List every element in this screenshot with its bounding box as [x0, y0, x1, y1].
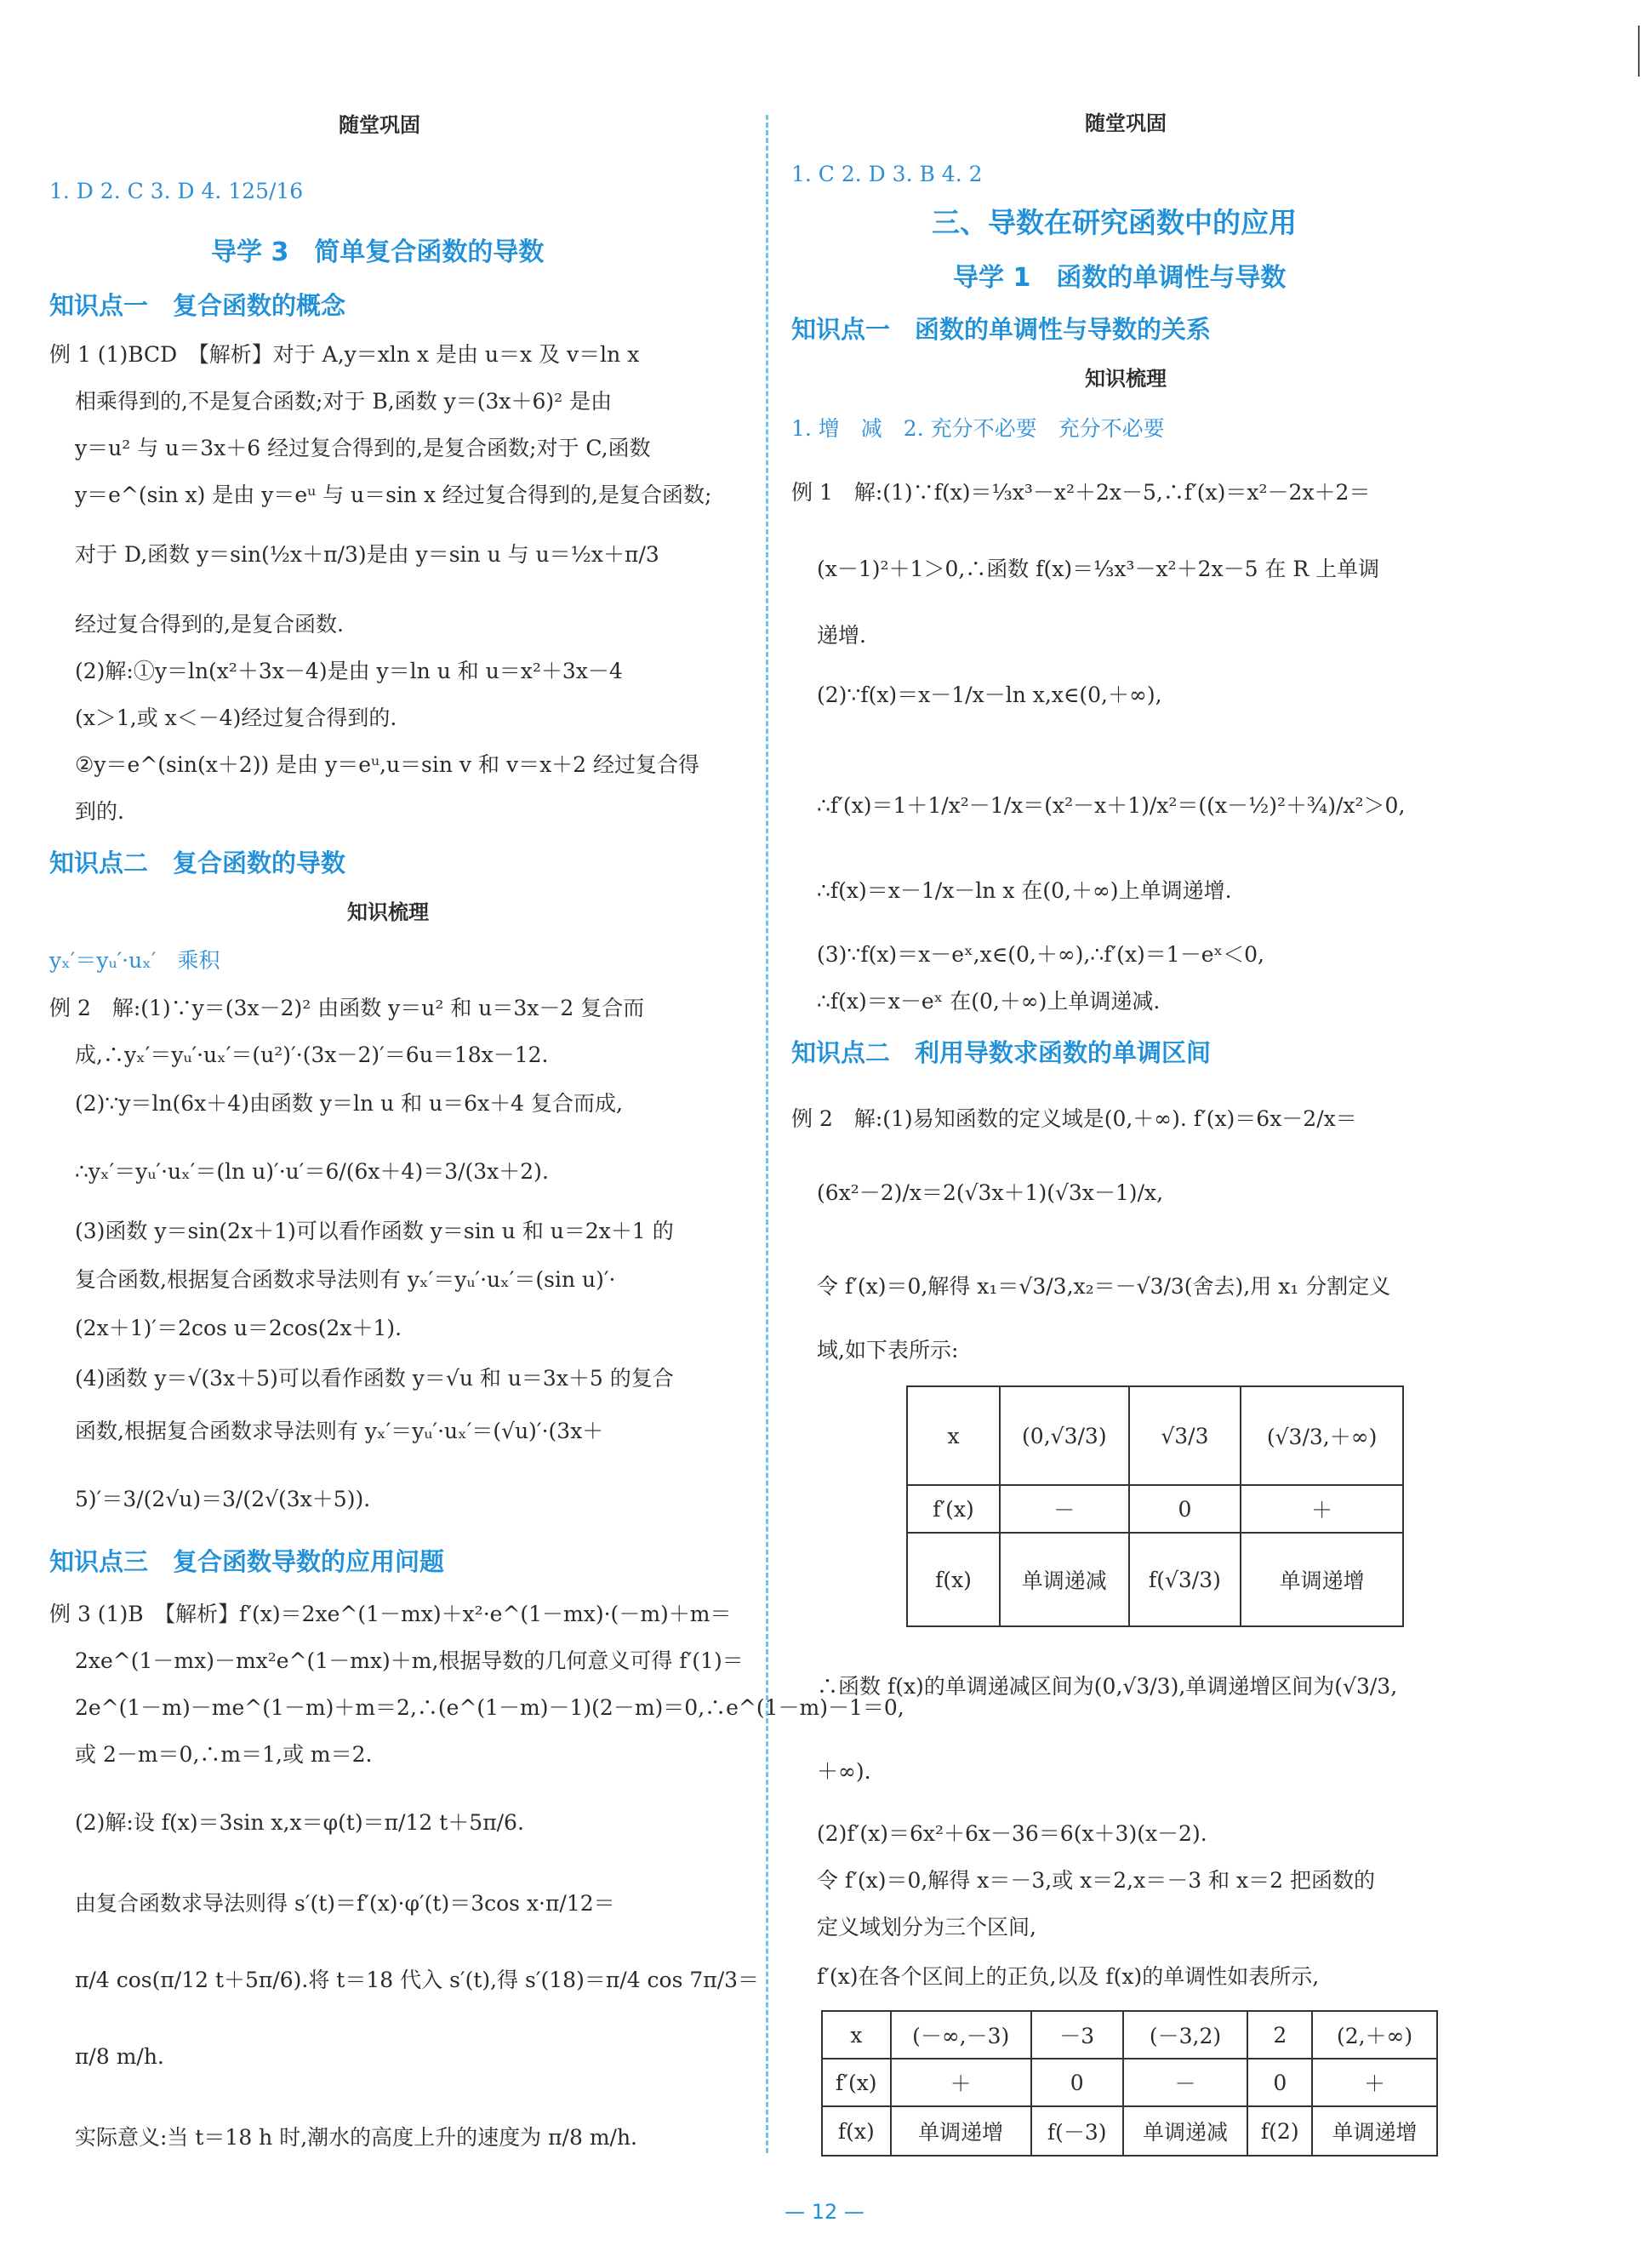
- section-title: 随堂巩固: [1085, 111, 1167, 135]
- table-cell: (－∞,－3): [891, 2011, 1031, 2059]
- table-cell: 0: [1247, 2059, 1312, 2106]
- table-cell: 单调递减: [1000, 1533, 1129, 1626]
- text-line: (2)解:①y＝ln(x²＋3x－4)是由 y＝ln u 和 u＝x²＋3x－4: [75, 659, 623, 683]
- table-cell: (0,√3/3): [1000, 1386, 1129, 1485]
- knowledge-point-1: 知识点一 函数的单调性与导数的关系: [791, 315, 1212, 344]
- column-divider: [766, 115, 768, 2153]
- table-cell: 0: [1129, 1485, 1241, 1533]
- table-cell: f(2): [1247, 2106, 1312, 2156]
- text-line: π/8 m/h.: [75, 2044, 164, 2069]
- answers: 1. D 2. C 3. D 4. 125/16: [49, 179, 304, 203]
- text-line: (3)函数 y＝sin(2x＋1)可以看作函数 y＝sin u 和 u＝2x＋1 的: [75, 1219, 674, 1243]
- text-line: 例 1 (1)BCD 【解析】对于 A,y＝xln x 是由 u＝x 及 v＝ln x: [49, 342, 640, 367]
- text-line: 5)′＝3/(2√u)＝3/(2√(3x＋5)).: [75, 1487, 371, 1511]
- text-line: 例 1 解:(1)∵f(x)＝⅓x³－x²＋2x－5,∴f′(x)＝x²－2x＋2＝: [791, 480, 1371, 505]
- subsection-title: 知识梳理: [347, 900, 429, 924]
- section-title: 随堂巩固: [339, 113, 420, 137]
- text-line: 例 3 (1)B 【解析】f′(x)＝2xe^(1－mx)＋x²·e^(1－mx)·(－m)＋m＝: [49, 1602, 732, 1626]
- text-line: 例 2 解:(1)∵y＝(3x－2)² 由函数 y＝u² 和 u＝3x－2 复合而: [49, 996, 645, 1020]
- guide-title: 导学 1 函数的单调性与导数: [953, 263, 1287, 293]
- text-line: 递增.: [817, 623, 866, 648]
- text-line: 由复合函数求导法则得 s′(t)＝f′(x)·φ′(t)＝3cos x·π/12＝: [75, 1891, 615, 1916]
- knowledge-point-1: 知识点一 复合函数的概念: [49, 291, 346, 320]
- table-cell: f′(x): [822, 2059, 891, 2106]
- text-line: 到的.: [75, 799, 124, 824]
- text-line: y＝u² 与 u＝3x＋6 经过复合得到的,是复合函数;对于 C,函数: [75, 436, 651, 460]
- table-cell: ＋: [1312, 2059, 1437, 2106]
- table-cell: x: [907, 1386, 1000, 1485]
- table-cell: 单调递增: [1312, 2106, 1437, 2156]
- text-line: 令 f′(x)＝0,解得 x₁＝√3/3,x₂＝－√3/3(舍去),用 x₁ 分割定义: [817, 1274, 1391, 1299]
- text-line: (3)∵f(x)＝x－eˣ,x∈(0,＋∞),∴f′(x)＝1－eˣ＜0,: [817, 942, 1264, 967]
- text-line: ∴f(x)＝x－eˣ 在(0,＋∞)上单调递减.: [817, 989, 1161, 1014]
- text-line: f′(x)在各个区间上的正负,以及 f(x)的单调性如表所示,: [817, 1964, 1320, 1989]
- text-line: ∴f(x)＝x－1/x－ln x 在(0,＋∞)上单调递增.: [817, 878, 1232, 903]
- table-cell: 0: [1031, 2059, 1123, 2106]
- text-line: ＋∞).: [817, 1759, 871, 1784]
- table-cell: 单调递减: [1123, 2106, 1248, 2156]
- text-line: (6x²－2)/x＝2(√3x＋1)(√3x－1)/x,: [817, 1180, 1164, 1205]
- table-cell: (√3/3,＋∞): [1241, 1386, 1403, 1485]
- text-line: π/4 cos(π/12 t＋5π/6).将 t＝18 代入 s′(t),得 s′(18)＝π/4 cos 7π/3＝: [75, 1968, 760, 1992]
- table-cell: x: [822, 2011, 891, 2059]
- table-cell: ＋: [891, 2059, 1031, 2106]
- text-line: 令 f′(x)＝0,解得 x＝－3,或 x＝2,x＝－3 和 x＝2 把函数的: [817, 1868, 1375, 1893]
- table-cell: f(x): [822, 2106, 891, 2156]
- text-line: (2)f′(x)＝6x²＋6x－36＝6(x＋3)(x－2).: [817, 1821, 1207, 1846]
- subsection-title: 知识梳理: [1085, 367, 1167, 391]
- answers: 1. C 2. D 3. B 4. 2: [791, 162, 983, 186]
- text-line: y＝e^(sin x) 是由 y＝eᵘ 与 u＝sin x 经过复合得到的,是复合函数;: [75, 483, 712, 507]
- text-line: (2)∵y＝ln(6x＋4)由函数 y＝ln u 和 u＝6x＋4 复合而成,: [75, 1091, 623, 1116]
- text-line: 域,如下表所示:: [817, 1338, 959, 1363]
- table-cell: f(x): [907, 1533, 1000, 1626]
- guide-title: 导学 3 简单复合函数的导数: [211, 237, 545, 267]
- text-line: ∴函数 f(x)的单调递减区间为(0,√3/3),单调递增区间为(√3/3,: [817, 1674, 1398, 1699]
- text-line: 成,∴yₓ′＝yᵤ′·uₓ′＝(u²)′·(3x－2)′＝6u＝18x－12.: [75, 1043, 549, 1067]
- chapter-title: 三、导数在研究函数中的应用: [932, 206, 1297, 239]
- text-line: (x＞1,或 x＜－4)经过复合得到的.: [75, 706, 397, 730]
- kp1-answer: 1. 增 减 2. 充分不必要 充分不必要: [791, 416, 1165, 441]
- page-number: — 12 —: [785, 2200, 864, 2224]
- table-cell: －: [1000, 1485, 1129, 1533]
- text-line: 2xe^(1－mx)－mx²e^(1－mx)＋m,根据导数的几何意义可得 f′(1)＝: [75, 1648, 744, 1673]
- text-line: (x－1)²＋1＞0,∴函数 f(x)＝⅓x³－x²＋2x－5 在 R 上单调: [817, 557, 1380, 581]
- table-cell: f(－3): [1031, 2106, 1123, 2156]
- text-line: ∴yₓ′＝yᵤ′·uₓ′＝(ln u)′·u′＝6/(6x＋4)＝3/(3x＋2).: [75, 1159, 549, 1184]
- table-cell: 单调递增: [891, 2106, 1031, 2156]
- text-line: ∴f′(x)＝1＋1/x²－1/x＝(x²－x＋1)/x²＝((x－½)²＋¾)/x²＞0,: [817, 793, 1406, 818]
- text-line: 函数,根据复合函数求导法则有 yₓ′＝yᵤ′·uₓ′＝(√u)′·(3x＋: [75, 1419, 604, 1443]
- text-line: 例 2 解:(1)易知函数的定义域是(0,＋∞). f′(x)＝6x－2/x＝: [791, 1106, 1357, 1131]
- text-line: 实际意义:当 t＝18 h 时,潮水的高度上升的速度为 π/8 m/h.: [75, 2125, 638, 2150]
- table-cell: －3: [1031, 2011, 1123, 2059]
- text-line: 相乘得到的,不是复合函数;对于 B,函数 y＝(3x＋6)² 是由: [75, 389, 613, 414]
- text-line: (2)解:设 f(x)＝3sin x,x＝φ(t)＝π/12 t＋5π/6.: [75, 1810, 524, 1835]
- table-cell: (2,＋∞): [1312, 2011, 1437, 2059]
- text-line: (2)∵f(x)＝x－1/x－ln x,x∈(0,＋∞),: [817, 683, 1162, 707]
- table-cell: (－3,2): [1123, 2011, 1248, 2059]
- monotonicity-table-2: [821, 2010, 1438, 2157]
- table-cell: ＋: [1241, 1485, 1403, 1533]
- page-edge-mark: [1638, 26, 1640, 77]
- monotonicity-table-1: [906, 1385, 1404, 1627]
- text-line: ②y＝e^(sin(x＋2)) 是由 y＝eᵘ,u＝sin v 和 v＝x＋2 经过复合得: [75, 752, 700, 777]
- text-line: 2e^(1－m)－me^(1－m)＋m＝2,∴(e^(1－m)－1)(2－m)＝0,∴e^(1－m)－1＝0,: [75, 1695, 904, 1720]
- text-line: 对于 D,函数 y＝sin(½x＋π/3)是由 y＝sin u 与 u＝½x＋π/3: [75, 542, 659, 567]
- knowledge-point-2: 知识点二 复合函数的导数: [49, 848, 346, 877]
- knowledge-point-3: 知识点三 复合函数导数的应用问题: [49, 1547, 445, 1576]
- text-line: 或 2－m＝0,∴m＝1,或 m＝2.: [75, 1742, 373, 1767]
- table-cell: 单调递增: [1241, 1533, 1403, 1626]
- table-cell: 2: [1247, 2011, 1312, 2059]
- table-cell: f(√3/3): [1129, 1533, 1241, 1626]
- text-line: 经过复合得到的,是复合函数.: [75, 612, 344, 637]
- table-cell: f′(x): [907, 1485, 1000, 1533]
- table-cell: √3/3: [1129, 1386, 1241, 1485]
- text-line: (2x＋1)′＝2cos u＝2cos(2x＋1).: [75, 1316, 402, 1340]
- knowledge-point-2: 知识点二 利用导数求函数的单调区间: [791, 1038, 1212, 1067]
- table-cell: －: [1123, 2059, 1248, 2106]
- text-line: 复合函数,根据复合函数求导法则有 yₓ′＝yᵤ′·uₓ′＝(sin u)′·: [75, 1267, 616, 1292]
- text-line: 定义域划分为三个区间,: [817, 1915, 1036, 1940]
- text-line: (4)函数 y＝√(3x＋5)可以看作函数 y＝√u 和 u＝3x＋5 的复合: [75, 1366, 674, 1391]
- rule-line: yₓ′＝yᵤ′·uₓ′ 乘积: [49, 948, 220, 973]
